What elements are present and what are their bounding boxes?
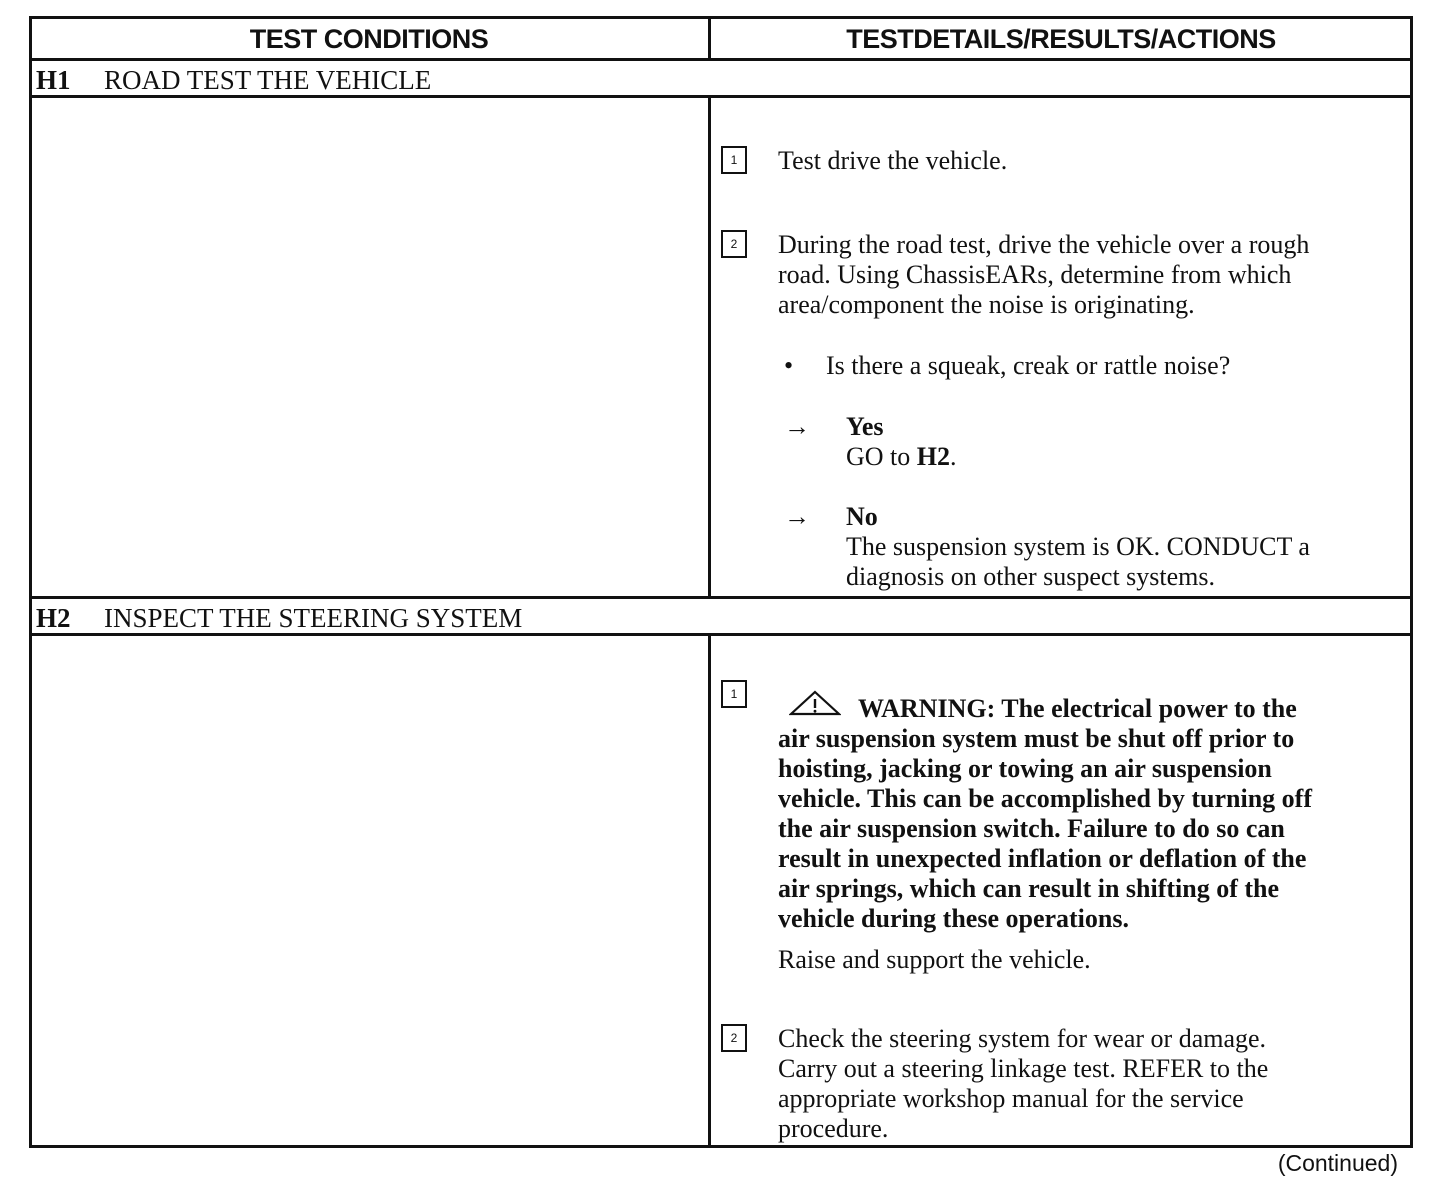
yes-action [846, 442, 957, 472]
warning-triangle-icon [789, 690, 841, 716]
continued-label: (Continued) [1277, 1150, 1398, 1176]
warning-line: result in unexpected inflation or deflation of the [778, 844, 1307, 873]
no-label: No [846, 502, 878, 531]
text-line: diagnosis on other suspect systems. [846, 562, 1216, 591]
section-h1-title-bar [29, 58, 1413, 98]
section-h2-id: H2 [36, 603, 71, 633]
warning-line: vehicle. This can be accomplished by turning off [778, 784, 1313, 813]
h1-no-branch [846, 502, 1310, 592]
text-line: procedure. [778, 1114, 889, 1143]
h1-yes-branch [846, 412, 957, 472]
text-line: appropriate workshop manual for the service [778, 1084, 1244, 1113]
yes-action-target: H2 [916, 442, 951, 471]
warning-line: the air suspension switch. Failure to do so can [778, 814, 1285, 843]
section-h2-title-bar [29, 596, 1413, 636]
right-arrow-icon: → [784, 412, 810, 441]
text-line: Carry out a steering linkage test. REFER to the [778, 1054, 1269, 1083]
step-number-box: 2 [721, 230, 747, 258]
h1-step-1-text: Test drive the vehicle. [778, 146, 1008, 175]
section-h1-title: ROAD TEST THE VEHICLE [104, 65, 432, 95]
h2-step-2-text [778, 1024, 1268, 1144]
step-number-box: 1 [721, 680, 747, 708]
section-h1-id: H1 [36, 65, 71, 95]
yes-action-suffix: . [950, 442, 957, 471]
warning-line: air springs, which can result in shifting of the [778, 874, 1280, 903]
header-test-details: TESTDETAILS/RESULTS/ACTIONS [846, 24, 1276, 54]
text-line: road. Using ChassisEARs, determine from which [778, 260, 1292, 289]
h1-column-divider [708, 98, 711, 598]
warning-line: air suspension system must be shut off prior to [778, 724, 1295, 753]
h2-column-divider [708, 636, 711, 1148]
yes-action-prefix: GO to [846, 442, 917, 471]
warning-line: hoisting, jacking or towing an air suspension [778, 754, 1272, 783]
text-line: The suspension system is OK. CONDUCT a [846, 532, 1310, 561]
text-line: During the road test, drive the vehicle over a rough [778, 230, 1310, 259]
table-header [29, 16, 1413, 61]
step-number-box: 2 [721, 1024, 747, 1052]
text-line: Check the steering system for wear or damage. [778, 1024, 1267, 1053]
warning-line: WARNING: The electrical power to the [858, 694, 1297, 723]
bullet-icon: • [784, 351, 794, 380]
text-line: area/component the noise is originating. [778, 290, 1195, 319]
warning-line: vehicle during these operations. [778, 904, 1129, 933]
h2-step-1-text: Raise and support the vehicle. [778, 945, 1091, 974]
h1-question: Is there a squeak, creak or rattle noise? [826, 351, 1231, 380]
h2-warning-text [778, 724, 1312, 934]
right-arrow-icon: → [784, 502, 810, 531]
section-h2-title: INSPECT THE STEERING SYSTEM [104, 603, 523, 633]
header-divider [708, 16, 711, 61]
yes-label: Yes [846, 412, 884, 441]
h1-step-2-text [778, 230, 1309, 320]
header-test-conditions: TEST CONDITIONS [249, 24, 489, 54]
step-number-box: 1 [721, 146, 747, 174]
